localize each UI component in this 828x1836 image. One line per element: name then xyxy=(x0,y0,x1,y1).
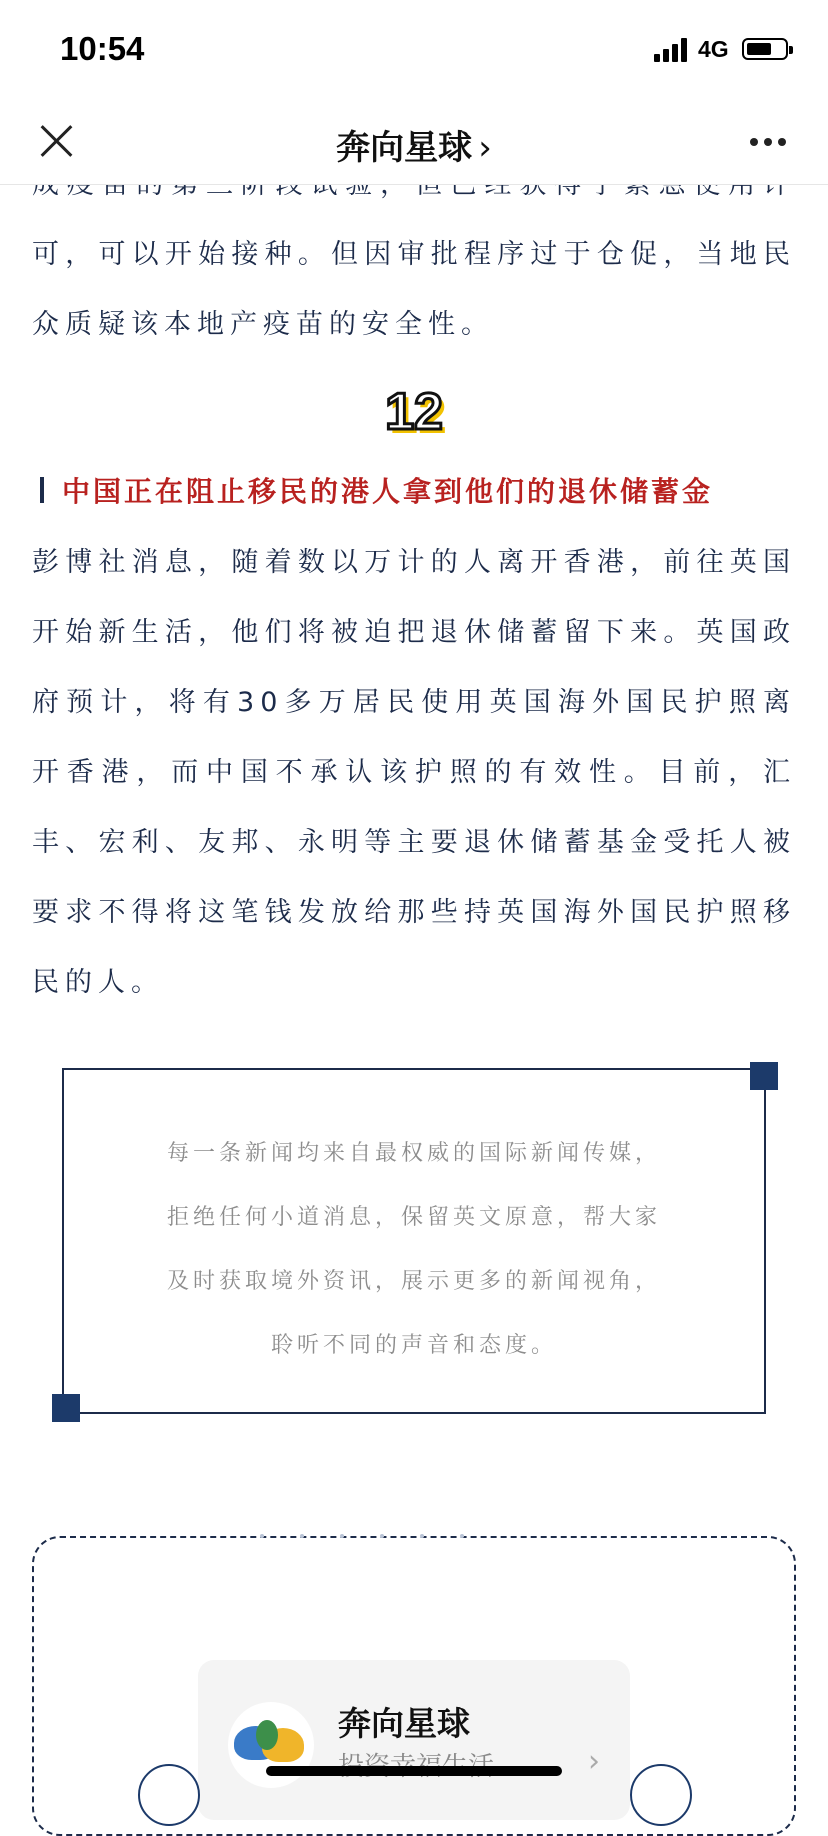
nav-bar xyxy=(0,100,828,185)
corner-decoration xyxy=(52,1394,80,1422)
dotted-decoration xyxy=(260,1534,540,1540)
more-icon[interactable] xyxy=(750,138,790,148)
status-time: 10:54 xyxy=(60,30,145,67)
chevron-right-icon: › xyxy=(588,1744,600,1779)
battery-icon xyxy=(742,38,788,60)
quote-line: 拒绝任何小道消息，保留英文原意，帮大家 xyxy=(166,1205,661,1230)
account-card[interactable] xyxy=(198,1660,630,1820)
signal-icon xyxy=(654,38,688,62)
network-type: 4G xyxy=(698,36,729,62)
section-headline xyxy=(40,470,796,510)
paragraph-body: 彭博社消息，随着数以万计的人离开香港，前往英国开始新生活，他们将被迫把退休储蓄留下来。英国政府预计，将有30多万居民使用英国海外国民护照离开香港，而中国不承认该护照的有效性。目前，汇丰、宏利、友邦、永明等主要退休储蓄基金受托人被要求不得将这笔钱发放给那些持英国海外国民护照移民的人。 xyxy=(32,547,796,998)
home-indicator[interactable] xyxy=(266,1766,562,1776)
quote-line: 聆听不同的声音和态度。 xyxy=(270,1333,557,1358)
nav-title: 奔向星球 xyxy=(336,128,473,168)
section-number xyxy=(0,382,828,442)
account-name: 奔向星球 xyxy=(338,1704,470,1743)
corner-decoration xyxy=(750,1062,778,1090)
section-number-text: 12 xyxy=(385,383,443,441)
quote-line: 每一条新闻均来自最权威的国际新闻传媒， xyxy=(166,1141,661,1166)
article-body xyxy=(0,150,828,1018)
paragraph-previous: 可，可以开始接种。但因审批程序过于仓促，当地民众质疑该本地产疫苗的安全性。 xyxy=(32,239,796,340)
account-title-link[interactable] xyxy=(0,120,828,169)
status-bar xyxy=(0,0,828,100)
quote-lines xyxy=(64,1122,764,1378)
account-subtitle xyxy=(338,1746,494,1783)
quote-line: 及时获取境外资讯，展示更多的新闻视角， xyxy=(166,1269,661,1294)
headline-text: 中国正在阻止移民的港人拿到他们的退休储蓄金 xyxy=(62,475,714,508)
headline-bar xyxy=(40,477,44,503)
chevron-right-icon: › xyxy=(478,128,492,168)
right-circle-button[interactable] xyxy=(630,1764,692,1826)
left-circle-button[interactable] xyxy=(138,1764,200,1826)
quote-box xyxy=(62,1068,766,1414)
